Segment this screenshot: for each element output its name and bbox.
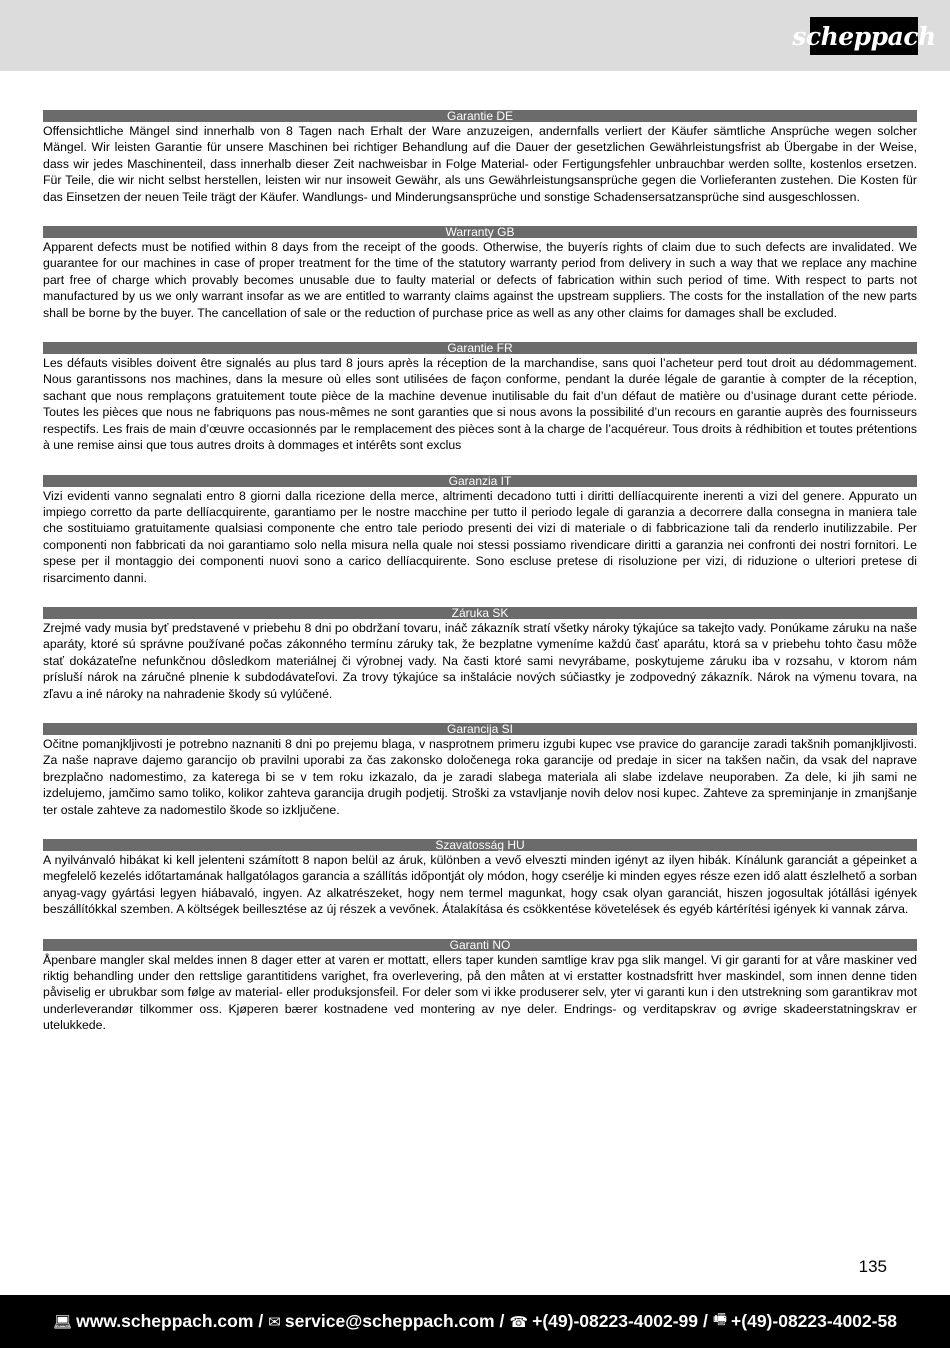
- separator: /: [499, 1311, 505, 1331]
- section-text: Åpenbare mangler skal meldes innen 8 dager etter at varen er mottatt, ellers taper kunden samtlige krav pga slik mangel. Vi gir garanti for at våre maskiner ved riktig behandling under den rettslige garantitidens varighet, fra overlevering, på den måten at vi erstatter kostnadsfritt hver maskindel, som innen denne tiden påviselig er ubrukbar som følge av material- eller produksjonsfeil. For deler som vi ikke produserer selv, yter vi garanti kun i den utstrekning som garantikrav mot underleverandør tilkommer oss. Kjøperen bærer kostnadene ved montering av nye deler. Endrings- og verditapskrav og øvrige skadeerstatningskrav er utelukkede.: [43, 952, 917, 1033]
- section-text: Apparent defects must be notified within 8 days from the receipt of the goods. Otherwise, the buyerís rights of claim due to such defects are invalidated. We guarantee for our machines in case of proper treatment for the time of the statutory warranty period from delivery in such a way that we replace any machine part free of charge which provably becomes unusable due to faulty material or defects of fabrication within such period of time. With respect to parts not manufactured by us we only warrant insofar as we are entitled to warranty claims against the upstream suppliers. The costs for the installation of the new parts shall be borne by the buyer. The cancellation of sale or the reduction of purchase price as well as any other claims for damages shall be excluded.: [43, 240, 917, 320]
- page-number: 135: [858, 1257, 887, 1276]
- section-fr: [43, 342, 917, 453]
- section-title: Garantie DE: [43, 110, 917, 122]
- scheppach-logo: scheppach: [810, 17, 918, 55]
- website-link[interactable]: www.scheppach.com: [76, 1311, 254, 1331]
- section-sk: [43, 607, 917, 702]
- separator: /: [703, 1311, 708, 1331]
- section-gb: [43, 226, 917, 321]
- section-title: Garantie FR: [43, 342, 917, 354]
- section-de: [43, 110, 917, 205]
- section-no: [43, 939, 917, 1034]
- section-title: Szavatosság HU: [43, 839, 917, 851]
- section-text: A nyilvánvaló hibákat ki kell jelenteni számított 8 napon belül az áruk, különben a vevő elveszti minden igényt az ilyen hibák. Kínálunk garanciát a gépeinket a megfelelő kezelés időtartamának hallgatólagos garancia a szállítás időpontját oly módon, hogy cserélje ki minden egyes része ezen idő alatt észlelhető a sorban anyag-vagy gyártási legyen hiábavaló, ingyen. Az alkatrészeket, hogy nem termel magunkat, hogy csak olyan garanciát, hiszen jogosultak jótállási igények beszállítókkal szemben. A költségek beillesztése az új részek a vevőnek. Átalakítása és csökkentése követelések és egyéb kártérítési igények ki vannak zárva.: [43, 853, 917, 917]
- section-text: Offensichtliche Mängel sind innerhalb von 8 Tagen nach Erhalt der Ware anzuzeigen, andernfalls verliert der Käufer sämtliche Ansprüche wegen solcher Mängel. Wir leisten Garantie für unsere Maschinen bei richtiger Behandlung auf die Dauer der gesetzlichen Gewährleistungsfrist ab Übergabe in der Weise, dass wir jedes Maschinenteil, dass innerhalb dieser Zeit nachweisbar in Folge Material- oder Fertigungsfehler unbrauchbar werden sollte, kostenlos ersetzen. Für Teile, die wir nicht selbst herstellen, leisten wir nur insoweit Gewähr, als uns Gewährleistungsansprüche gegen die Vorlieferanten zustehen. Die Kosten für das Einsetzen der neuen Teile trägt der Käufer. Wandlungs- und Minderungsansprüche und sonstige Schadensersatzansprüche sind ausgeschlossen.: [43, 124, 917, 204]
- header-band: [0, 0, 950, 71]
- section-text: Vizi evidenti vanno segnalati entro 8 giorni dalla ricezione della merce, altrimenti decadono tutti i diritti dellíacquirente inerenti a vizi del genere. Appurato un impiego corretto da parte dellíacquirente, garantiamo per le nostre macchine per tutto il periodo legale di garanzia a decorrere dalla consegna in maniera tale che sostituiamo gratuitamente qualsiasi componente che entro tale periodo presenti dei vizi di materiale o di fabbricazione tali da renderlo inutilizzabile. Per componenti non fabbricati da noi garantiamo solo nella misura nella quale noi stessi possiamo rivendicare diritti a garanzia nei confronti dei nostri fornitori. Le spese per il montaggio dei componenti nuovi sono a carico dellíacquirente. Sono escluse pretese di risoluzione per vizi, di riduzione o ulteriori pretese di risarcimento danni.: [43, 488, 917, 585]
- section-title: Garanzia IT: [43, 475, 917, 487]
- section-hu: [43, 839, 917, 918]
- section-si: [43, 723, 917, 818]
- section-title: Garanti NO: [43, 939, 917, 951]
- email-link[interactable]: service@scheppach.com: [284, 1311, 495, 1331]
- phone-number: +(49)-08223-4002-99: [532, 1311, 698, 1331]
- section-text: Zrejmé vady musia byť predstavené v priebehu 8 dni po obdržaní tovaru, ináč zákazník stratí všetky nároky týkajúce sa takejto vady. Ponúkame záruku na naše aparáty, ktoré sú správne používané počas zákonného termínu záruky tak, že bezplatne vymeníme každú časť aparátu, ktorá sa v priebehu tohto času môže stať dokázateľne nefunkčnou dôsledkom materiálnej či výrobnej vady. Na časti ktoré sami nevyrábame, poskytujeme záruku iba v rozsahu, v ktorom nám prísluší nárok na záručné plnenie k subdodávateľovi. Za trovy týkajúce sa inštalácie nových súčiastky je zodpovedný zákazník. Nárok na výmenu tovara, na zľavu a iné nároky na nahradenie škody sú vylúčené.: [43, 620, 917, 701]
- section-title: Garancija SI: [43, 723, 917, 735]
- fax-number: +(49)-08223-4002-58: [731, 1311, 897, 1331]
- section-title: Warranty GB: [43, 226, 917, 238]
- section-title: Záruka SK: [43, 607, 917, 619]
- email-icon: ✉︎: [268, 1313, 281, 1331]
- footer-contact-bar: [0, 1295, 950, 1348]
- separator: /: [258, 1311, 264, 1331]
- section-it: [43, 475, 917, 586]
- warranty-content: [43, 110, 917, 1034]
- section-text: Les défauts visibles doivent être signalés au plus tard 8 jours après la réception de la marchandise, sans quoi l’acheteur perd tout droit au dédommagement. Nous garantissons nos machines, dans la mesure où elles sont utilisées de façon conforme, pendant la durée légale de garantie à compter de la réception, sachant que nous remplaçons gratuitement toute pièce de la machine devenue inutilisable du fait d’un défaut de matière ou d’usinage durant cette période. Toutes les pièces que nous ne fabriquons pas nous-mêmes ne sont garanties que si nous avons la possibilité d’un recours en garantie auprès des fournisseurs respectifs. Les frais de main d’œuvre occasionnés par le remplacement des pièces sont à la charge de l’acquéreur. Tous droits à rédhibition et toutes prétentions à une remise ainsi que tous autres droits à dommages et intérêts sont exclus: [43, 356, 918, 453]
- fax-icon: 🖷︎: [712, 1311, 728, 1328]
- section-text: Očitne pomanjkljivosti je potrebno naznaniti 8 dni po prejemu blaga, v nasprotnem primeru izgubi kupec vse pravice do garancije zaradi takšnih pomanjkljivosti. Za naše naprave dajemo garancijo ob pravilni uporabi za čas zakonsko določenega roka garancije od predaje in sicer na takšen način, da vsak del naprave brezplačno nadomestimo, za katerega bi se v tem roku izkazalo, da je zaradi slabega materiala ali slabe izdelave neuporaben. Za dele, ki jih sami ne izdelujemo, jamčimo samo toliko, kolikor zahteva garancija drugih podjetij. Stroški za vstavljanje novih delov nosi kupec. Zahteve za spreminjanje in zmanjšanje ter ostale zahteve za nadomestilo škode so izključene.: [43, 736, 917, 817]
- computer-icon: 💻︎: [53, 1313, 73, 1331]
- phone-icon: ☎︎: [509, 1313, 529, 1331]
